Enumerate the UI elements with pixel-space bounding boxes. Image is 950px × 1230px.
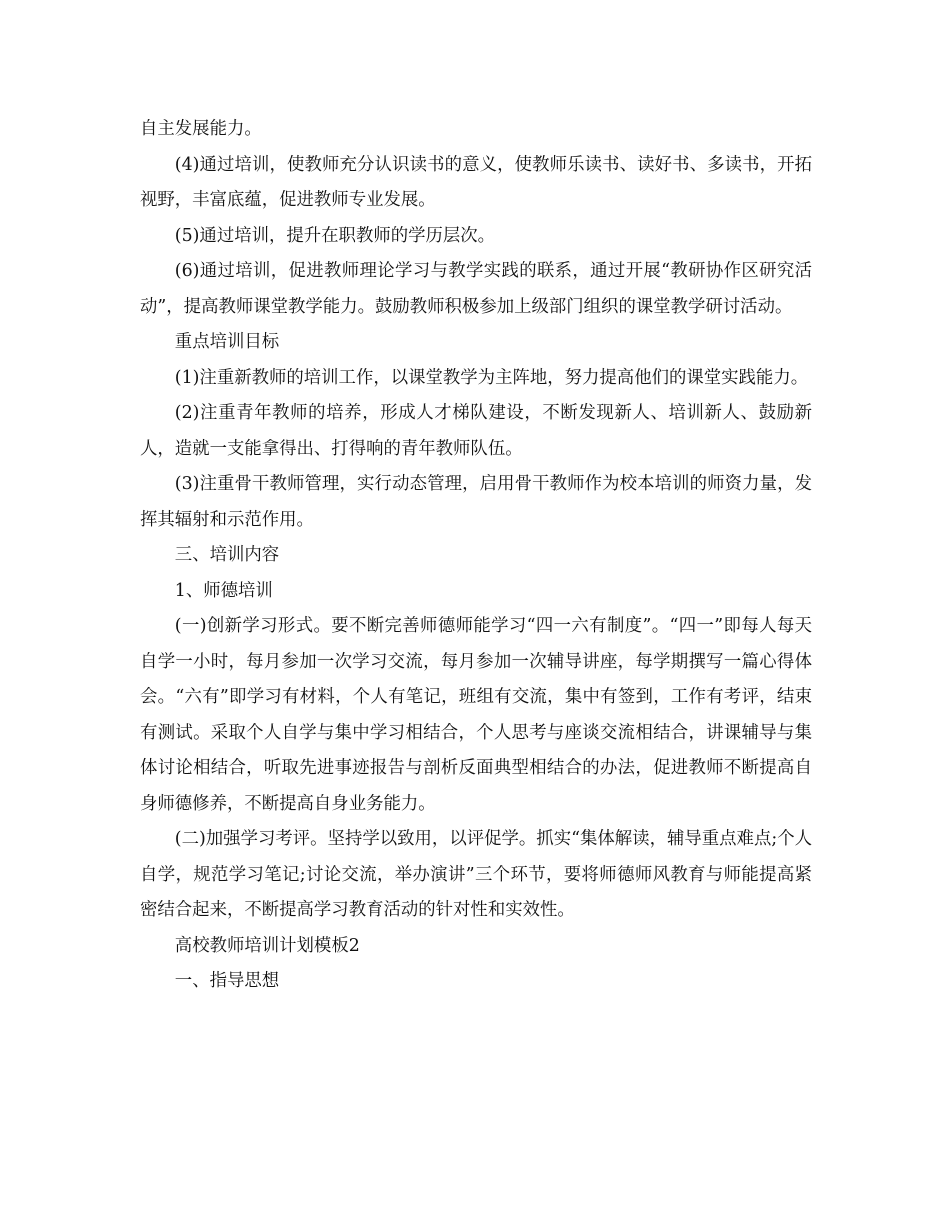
paragraph-goal-6: (6)通过培训，促进教师理论学习与教学实践的联系，通过开展“教研协作区研究活动”，提高教师课堂教学能力。鼓励教师积极参加上级部门组织的课堂教学研讨活动。 bbox=[140, 261, 812, 317]
heading-training-content: 三、培训内容 bbox=[174, 545, 280, 565]
paragraph-key-goal-1: (1)注重新教师的培训工作，以课堂教学为主阵地，努力提高他们的课堂实践能力。 bbox=[174, 367, 809, 388]
heading-guiding-ideology: 一、指导思想 bbox=[174, 971, 280, 991]
paragraph-key-goal-3: (3)注重骨干教师管理，实行动态管理，启用骨干教师作为校本培训的师资力量，发挥其辐射和示范作用。 bbox=[140, 474, 812, 530]
paragraph-innovate-learning: (一)创新学习形式。要不断完善师德师能学习“四一六有制度”。“四一”即每人每天自学一小时，每月参加一次学习交流，每月参加一次辅导讲座，每学期撰写一篇心得体会。“六有”即学习有材料，个人有笔记，班组有交流，集中有签到，工作有考评，结束有测试。采取个人自学与集中学习相结合，个人思考与座谈交流相结合，讲课辅导与集体讨论相结合，听取先进事迹报告与剖析反面典型相结合的办法，促进教师不断提高自身师德修养，不断提高自身业务能力。 bbox=[140, 616, 812, 814]
paragraph-key-goal-2: (2)注重青年教师的培养，形成人才梯队建设，不断发现新人、培训新人、鼓励新人，造就一支能拿得出、打得响的青年教师队伍。 bbox=[140, 403, 812, 459]
paragraph-goal-5: (5)通过培训，提升在职教师的学历层次。 bbox=[174, 225, 496, 246]
heading-template-2: 高校教师培训计划模板2 bbox=[174, 935, 360, 956]
heading-key-training-goals: 重点培训目标 bbox=[174, 332, 280, 352]
paragraph-strengthen-evaluation: (二)加强学习考评。坚持学以致用，以评促学。抓实“集体解读，辅导重点难点;个人自学，规范学习笔记;讨论交流，举办演讲”三个环节，要将师德师风教育与师能提高紧密结合起来，不断提高学习教育活动的针对性和实效性。 bbox=[140, 829, 812, 920]
heading-ethics-training: 1、师德培训 bbox=[174, 580, 273, 601]
paragraph-continuation: 自主发展能力。 bbox=[140, 119, 262, 139]
paragraph-goal-4: (4)通过培训，使教师充分认识读书的意义，使教师乐读书、读好书、多读书，开拓视野，丰富底蕴，促进教师专业发展。 bbox=[140, 154, 812, 210]
document-body bbox=[140, 112, 812, 1000]
